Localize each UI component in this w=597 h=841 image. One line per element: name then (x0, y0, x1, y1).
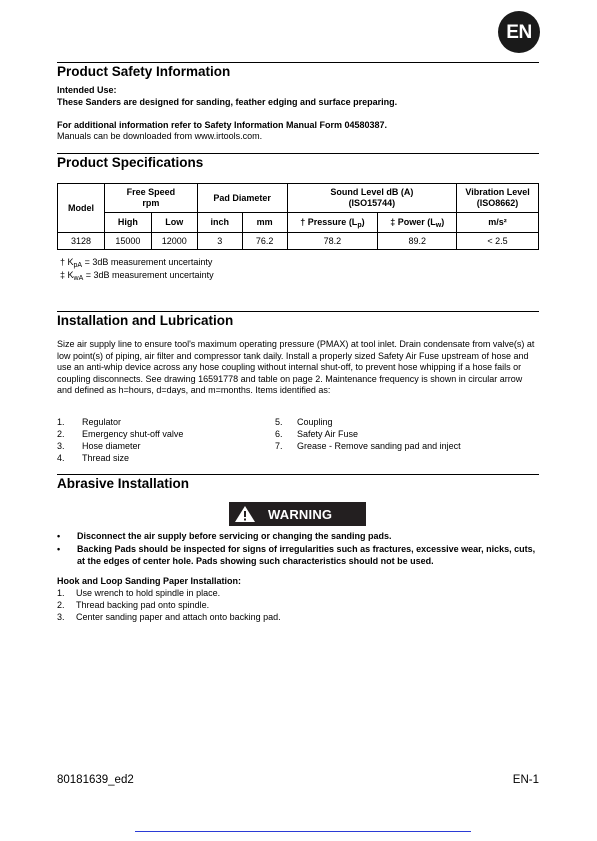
hook-loop-heading: Hook and Loop Sanding Paper Installation: (57, 576, 242, 586)
vibration-cell: < 2.5 (457, 233, 539, 250)
item-number: 7. (275, 441, 283, 451)
warning-triangle-icon (234, 505, 256, 523)
item-text: Coupling (297, 417, 333, 427)
sound-level-header (287, 184, 457, 213)
pressure-label: † Pressure (L (300, 217, 358, 227)
bullet-glyph: • (57, 531, 61, 541)
bullet-text: Disconnect the air supply before servicing or changing the sanding pads. (77, 531, 392, 541)
items-list-left (57, 417, 183, 465)
pressure-subscript: p (357, 222, 362, 229)
item-text: Emergency shut-off valve (82, 429, 184, 439)
section-divider (57, 474, 539, 475)
free-speed-label: Free Speed (126, 187, 176, 197)
uncertainty-note-1 (60, 257, 212, 268)
pressure-close: ) (361, 217, 365, 227)
warning-banner (229, 502, 366, 526)
document-id: 80181639_ed2 (57, 774, 134, 786)
specifications-heading: Product Specifications (57, 155, 204, 170)
item-text: Grease - Remove sanding pad and inject (297, 441, 461, 451)
specifications-table (57, 183, 539, 250)
power-label: ‡ Power (L (390, 217, 436, 227)
step-text: Center sanding paper and attach onto backing pad. (76, 612, 281, 622)
intended-use-text: These Sanders are designed for sanding, feather edging and surface preparing. (57, 97, 398, 107)
vibration-standard: (ISO8662) (476, 198, 519, 208)
item-text: Regulator (82, 417, 122, 427)
safety-heading: Product Safety Information (57, 64, 231, 79)
item-number: 5. (275, 417, 283, 427)
item-number: 4. (57, 453, 65, 463)
item-text: Hose diameter (82, 441, 141, 451)
item-text: Thread size (82, 453, 130, 463)
note-2-subscript: wA (73, 275, 84, 282)
pad-inch-cell: 3 (197, 233, 242, 250)
inch-header: inch (197, 213, 242, 233)
list-item (275, 441, 461, 453)
warning-bullets (57, 531, 539, 567)
items-list-right (275, 417, 461, 453)
warning-label: WARNING (268, 506, 333, 522)
list-item (57, 543, 539, 567)
list-item (57, 429, 183, 441)
vibration-unit-header: m/s² (457, 213, 539, 233)
note-2-text: = 3dB measurement uncertainty (83, 270, 214, 280)
bottom-divider (135, 831, 471, 832)
free-speed-unit: rpm (142, 198, 160, 208)
step-number: 1. (57, 588, 65, 598)
model-cell: 3128 (58, 233, 105, 250)
vibration-label: Vibration Level (465, 187, 530, 197)
item-number: 1. (57, 417, 65, 427)
high-header: High (104, 213, 151, 233)
language-badge: EN (498, 11, 540, 53)
table-subheader-row (58, 213, 539, 233)
power-close: ) (441, 217, 445, 227)
note-1-subscript: pA (73, 262, 83, 269)
section-divider (57, 153, 539, 154)
hook-loop-steps (57, 588, 281, 624)
list-item (275, 429, 461, 441)
section-divider (57, 62, 539, 63)
table-header-row (58, 184, 539, 213)
bullet-text: Backing Pads should be inspected for signs of irregularities such as fractures, excessive wear, nicks, cuts, at the edges of center hole. Pads showing such characteristics should not be used. (77, 544, 536, 566)
table-row (58, 233, 539, 250)
step-text: Use wrench to hold spindle in place. (76, 588, 221, 598)
manuals-text: Manuals can be downloaded from www.irtools.com. (57, 131, 263, 141)
power-header (378, 213, 457, 233)
list-item (57, 531, 539, 542)
list-item (57, 453, 183, 465)
item-text: Safety Air Fuse (297, 429, 359, 439)
item-number: 3. (57, 441, 65, 451)
vibration-header (457, 184, 539, 213)
item-number: 6. (275, 429, 283, 439)
step-number: 3. (57, 612, 65, 622)
note-1-text: = 3dB measurement uncertainty (82, 257, 213, 267)
list-item (57, 612, 281, 624)
abrasive-heading: Abrasive Installation (57, 476, 190, 491)
installation-paragraph: Size air supply line to ensure tool's maximum operating pressure (PMAX) at tool inlet. Drain condensate from valve(s) at low point(s) of piping, air filter and compressor tank daily. Install a properly sized Safety Air Fuse upstream of hose and use an anti-whip device across any hose coupling without internal shut-off, to prevent hose whipping if a hose fails or coupling disconnects. See drawing 16591778 and table on page 2. Maintenance frequency is shown in circular arrow and defined as h=hours, d=days, and m=months. Items identified as: (57, 339, 535, 396)
power-cell: 89.2 (378, 233, 457, 250)
power-subscript: w (435, 222, 442, 229)
low-speed-cell: 12000 (151, 233, 197, 250)
note-1-prefix: † K (60, 257, 74, 267)
sound-level-standard: (ISO15744) (348, 198, 396, 208)
section-divider (57, 311, 539, 312)
model-header: Model (58, 184, 105, 233)
list-item (57, 441, 183, 453)
pad-diameter-header: Pad Diameter (197, 184, 287, 213)
note-2-prefix: ‡ K (60, 270, 74, 280)
item-number: 2. (57, 429, 65, 439)
uncertainty-note-2 (60, 270, 214, 281)
additional-info-text: For additional information refer to Safety Information Manual Form 04580387. (57, 120, 388, 130)
bullet-glyph: • (57, 544, 61, 554)
installation-heading: Installation and Lubrication (57, 313, 234, 328)
list-item (275, 417, 461, 429)
list-item (57, 600, 281, 612)
page-number: EN-1 (512, 774, 539, 786)
list-item (57, 417, 183, 429)
low-header: Low (151, 213, 197, 233)
pressure-cell: 78.2 (287, 233, 378, 250)
sound-level-label: Sound Level dB (A) (330, 187, 414, 197)
pressure-header (287, 213, 378, 233)
step-number: 2. (57, 600, 65, 610)
free-speed-header (104, 184, 197, 213)
list-item (57, 588, 281, 600)
high-speed-cell: 15000 (104, 233, 151, 250)
mm-header: mm (242, 213, 287, 233)
pad-mm-cell: 76.2 (242, 233, 287, 250)
step-text: Thread backing pad onto spindle. (76, 600, 210, 610)
intended-use-label: Intended Use: (57, 85, 117, 95)
